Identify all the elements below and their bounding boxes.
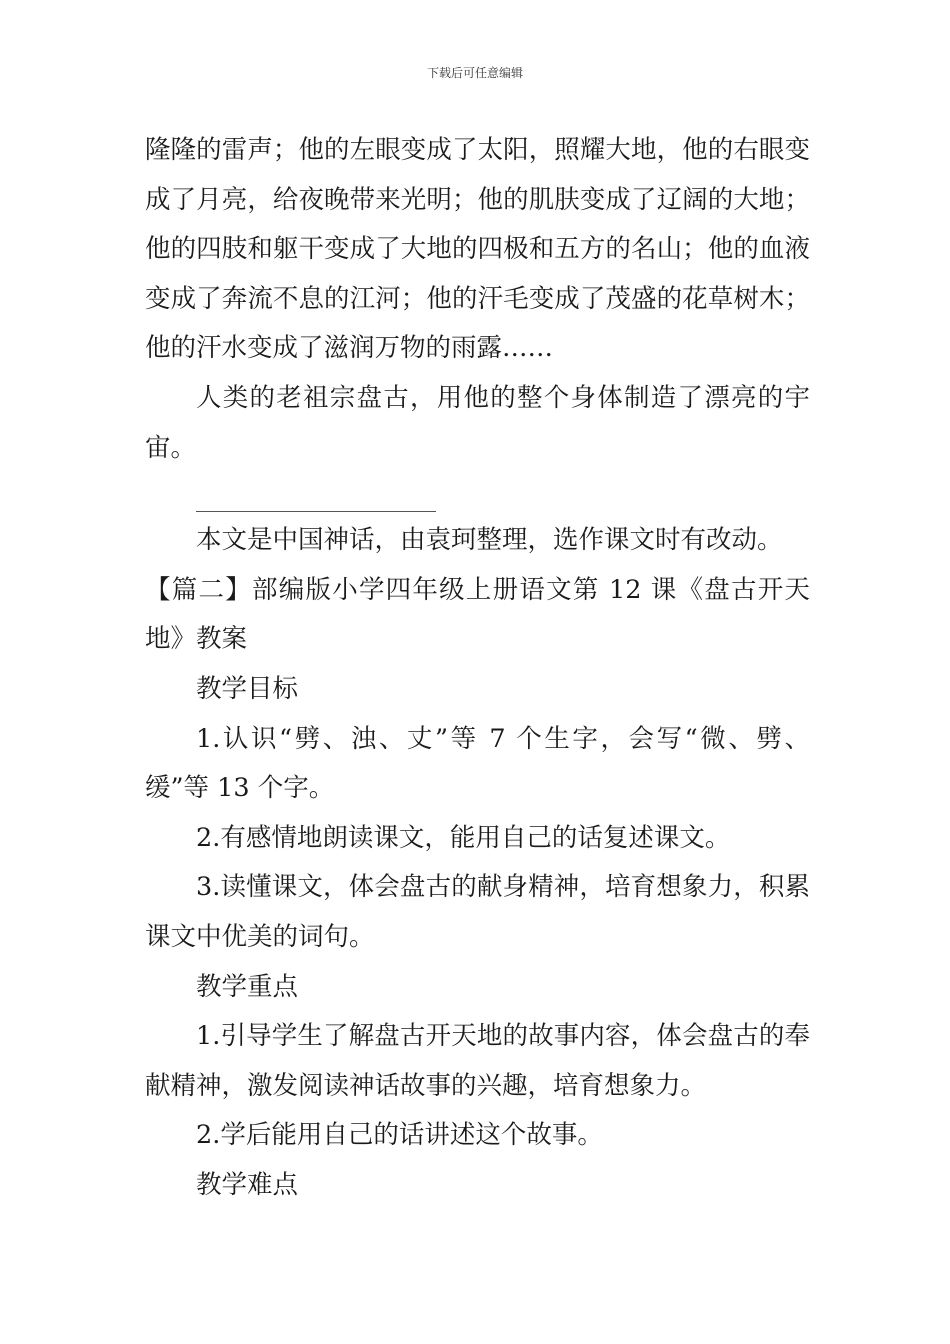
- key-point-2: 2.学后能用自己的话讲述这个故事。: [196, 1120, 603, 1151]
- paragraph-story-end: 隆隆的雷声；他的左眼变成了太阳，照耀大地，他的右眼变成了月亮，给夜晚带来光明；他的肌肤变成了辽阔的大地；他的四肢和躯干变成了大地的四极和五方的名山；他的血液变成了奔流不息的江河；他的汗毛变成了茂盛的花草树木；他的汗水变成了滋润万物的雨露……: [145, 135, 810, 364]
- heading-teaching-goals: 教学目标: [196, 673, 299, 704]
- goal-item-1: 1.认识“劈、浊、丈”等 7 个生字，会写“微、劈、缓”等 13 个字。: [145, 723, 810, 804]
- footnote-text: 本文是中国神话，由袁珂整理，选作课文时有改动。: [196, 525, 783, 556]
- heading-teaching-difficulties: 教学难点: [196, 1169, 299, 1200]
- key-point-1: 1.引导学生了解盘古开天地的故事内容，体会盘古的奉献精神，激发阅读神话故事的兴趣，培育想象力。: [145, 1021, 810, 1101]
- goal-item-3: 3.读懂课文，体会盘古的献身精神，培育想象力，积累课文中优美的词句。: [145, 872, 810, 952]
- goal-item-2: 2.有感情地朗读课文，能用自己的话复述课文。: [196, 822, 731, 853]
- document-body: [145, 126, 810, 1210]
- page-header: 下载后可任意编辑: [426, 66, 523, 80]
- heading-teaching-key-points: 教学重点: [196, 971, 299, 1002]
- paragraph-conclusion: 人类的老祖宗盘古，用他的整个身体制造了漂亮的宇宙。: [145, 382, 810, 463]
- section-title: 【篇二】部编版小学四年级上册语文第 12 课《盘古开天地》教案: [145, 574, 810, 655]
- footnote-divider: [196, 511, 436, 512]
